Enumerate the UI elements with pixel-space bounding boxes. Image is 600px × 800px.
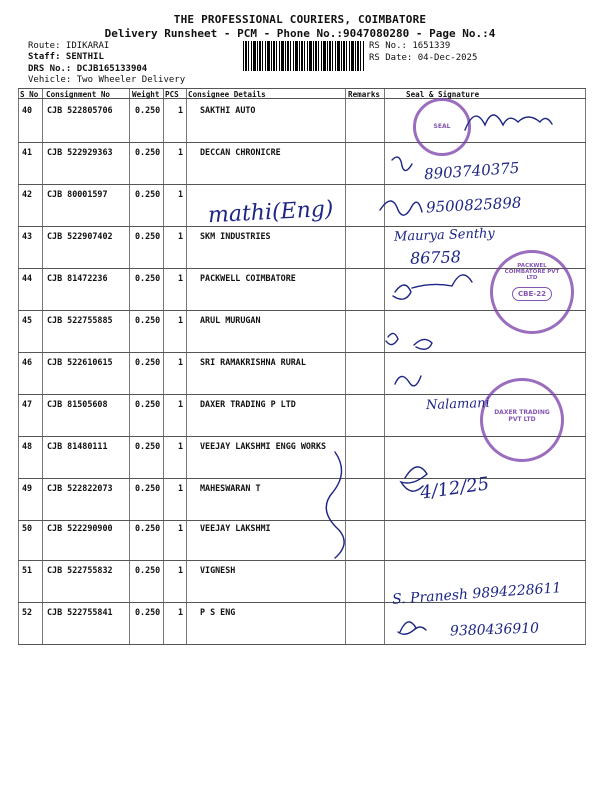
row-sno: 47 xyxy=(22,399,33,409)
row-weight: 0.250 xyxy=(135,105,161,115)
row-pcs: 1 xyxy=(178,315,184,325)
row-consignment: CJB 522822073 xyxy=(47,483,113,493)
handwritten-phone-52: 9380436910 xyxy=(449,620,540,640)
company-title: THE PROFESSIONAL COURIERS, COIMBATORE xyxy=(173,13,427,26)
row-consignee: DECCAN CHRONICRE xyxy=(200,147,281,157)
handwritten-name-43: Maurya Senthy xyxy=(393,226,496,245)
row-sno: 42 xyxy=(22,189,33,199)
row-pcs: 1 xyxy=(178,231,184,241)
handwritten-name-47: Nalamani xyxy=(425,395,490,414)
row-pcs: 1 xyxy=(178,441,184,451)
row-pcs: 1 xyxy=(178,357,184,367)
row-weight: 0.250 xyxy=(135,189,161,199)
vehicle-label: Vehicle: Two Wheeler Delivery xyxy=(28,75,186,85)
row-sno: 46 xyxy=(22,357,33,367)
col-weight: Weight xyxy=(132,90,160,99)
row-sno: 44 xyxy=(22,273,33,283)
row-sno: 48 xyxy=(22,441,33,451)
daxer-stamp-text: DAXER TRADING PVT LTD xyxy=(494,409,550,423)
barcode xyxy=(243,41,365,71)
row-consignment: CJB 522805706 xyxy=(47,105,113,115)
row-consignment: CJB 80001597 xyxy=(47,189,108,199)
row-consignment: CJB 522755832 xyxy=(47,565,113,575)
handwritten-name-42: mathi(Eng) xyxy=(207,196,335,229)
handwritten-phone-42: 9500825898 xyxy=(425,193,522,217)
row-consignee: VEEJAY LAKSHMI ENGG WORKS xyxy=(200,441,327,451)
handwritten-date-49: 4/12/25 xyxy=(418,473,491,504)
row-weight: 0.250 xyxy=(135,607,161,617)
row-sno: 52 xyxy=(22,607,33,617)
row-pcs: 1 xyxy=(178,273,184,283)
row-pcs: 1 xyxy=(178,147,184,157)
handwritten-phone-43: 86758 xyxy=(409,247,462,268)
row-consignee: VIGNESH xyxy=(200,565,236,575)
row-sno: 43 xyxy=(22,231,33,241)
col-sno: S No xyxy=(20,90,39,99)
row-consignment: CJB 522907402 xyxy=(47,231,113,241)
row-consignment: CJB 522755841 xyxy=(47,607,113,617)
row-pcs: 1 xyxy=(178,189,184,199)
route-label: Route: IDIKARAI xyxy=(28,41,110,51)
row-sno: 51 xyxy=(22,565,33,575)
packwel-stamp-text: PACKWEL COIMBATORE PVT LTD xyxy=(504,263,560,281)
row-pcs: 1 xyxy=(178,523,184,533)
row-consignee: PACKWELL COIMBATORE xyxy=(200,273,296,283)
daxer-seal-stamp xyxy=(480,378,564,462)
row-consignee: P S ENG xyxy=(200,607,236,617)
row-weight: 0.250 xyxy=(135,357,161,367)
row-sno: 50 xyxy=(22,523,33,533)
packwel-stamp-center: CBE-22 xyxy=(512,287,552,301)
row-weight: 0.250 xyxy=(135,441,161,451)
drs-number: DRS No.: DCJB165133904 xyxy=(28,64,148,74)
row-consignment: CJB 81480111 xyxy=(47,441,108,451)
row-weight: 0.250 xyxy=(135,315,161,325)
row-sno: 45 xyxy=(22,315,33,325)
packwel-seal-stamp xyxy=(490,250,574,334)
row-consignment: CJB 81505608 xyxy=(47,399,108,409)
row-pcs: 1 xyxy=(178,105,184,115)
row-pcs: 1 xyxy=(178,565,184,575)
runsheet-subtitle: Delivery Runsheet - PCM - Phone No.:9047080280 - Page No.:4 xyxy=(104,27,496,40)
row-sno: 40 xyxy=(22,105,33,115)
row-consignee: SAKTHI AUTO xyxy=(200,105,256,115)
row-weight: 0.250 xyxy=(135,231,161,241)
row-consignee: ARUL MURUGAN xyxy=(200,315,261,325)
row-weight: 0.250 xyxy=(135,565,161,575)
row-consignment: CJB 81472236 xyxy=(47,273,108,283)
row-consignee: SKM INDUSTRIES xyxy=(200,231,271,241)
handwritten-phone-41: 8903740375 xyxy=(423,158,520,184)
row-pcs: 1 xyxy=(178,483,184,493)
row-consignment: CJB 522755885 xyxy=(47,315,113,325)
row-consignment: CJB 522929363 xyxy=(47,147,113,157)
row-weight: 0.250 xyxy=(135,147,161,157)
row-sno: 41 xyxy=(22,147,33,157)
col-pcs: PCS xyxy=(165,90,179,99)
col-consignee: Consignee Details xyxy=(188,90,266,99)
handwritten-signature-51: S. Pranesh 9894228611 xyxy=(391,580,562,608)
rs-number: RS No.: 1651339 xyxy=(369,41,451,51)
row-consignee: MAHESWARAN T xyxy=(200,483,261,493)
row-consignee: VEEJAY LAKSHMI xyxy=(200,523,271,533)
row-pcs: 1 xyxy=(178,607,184,617)
col-seal-signature: Seal & Signature xyxy=(406,90,480,99)
row-pcs: 1 xyxy=(178,399,184,409)
row-weight: 0.250 xyxy=(135,399,161,409)
staff-label: Staff: SENTHIL xyxy=(28,52,104,62)
row-consignee: DAXER TRADING P LTD xyxy=(200,399,296,409)
row-sno: 49 xyxy=(22,483,33,493)
col-remarks: Remarks xyxy=(348,90,381,99)
row-weight: 0.250 xyxy=(135,523,161,533)
row-consignee: SRI RAMAKRISHNA RURAL xyxy=(200,357,306,367)
row-weight: 0.250 xyxy=(135,483,161,493)
rs-date: RS Date: 04-Dec-2025 xyxy=(369,53,478,63)
col-consignment: Consignment No xyxy=(46,90,111,99)
row-weight: 0.250 xyxy=(135,273,161,283)
row-consignment: CJB 522610615 xyxy=(47,357,113,367)
seal-stamp: SEAL xyxy=(413,98,471,156)
row-consignment: CJB 522290900 xyxy=(47,523,113,533)
